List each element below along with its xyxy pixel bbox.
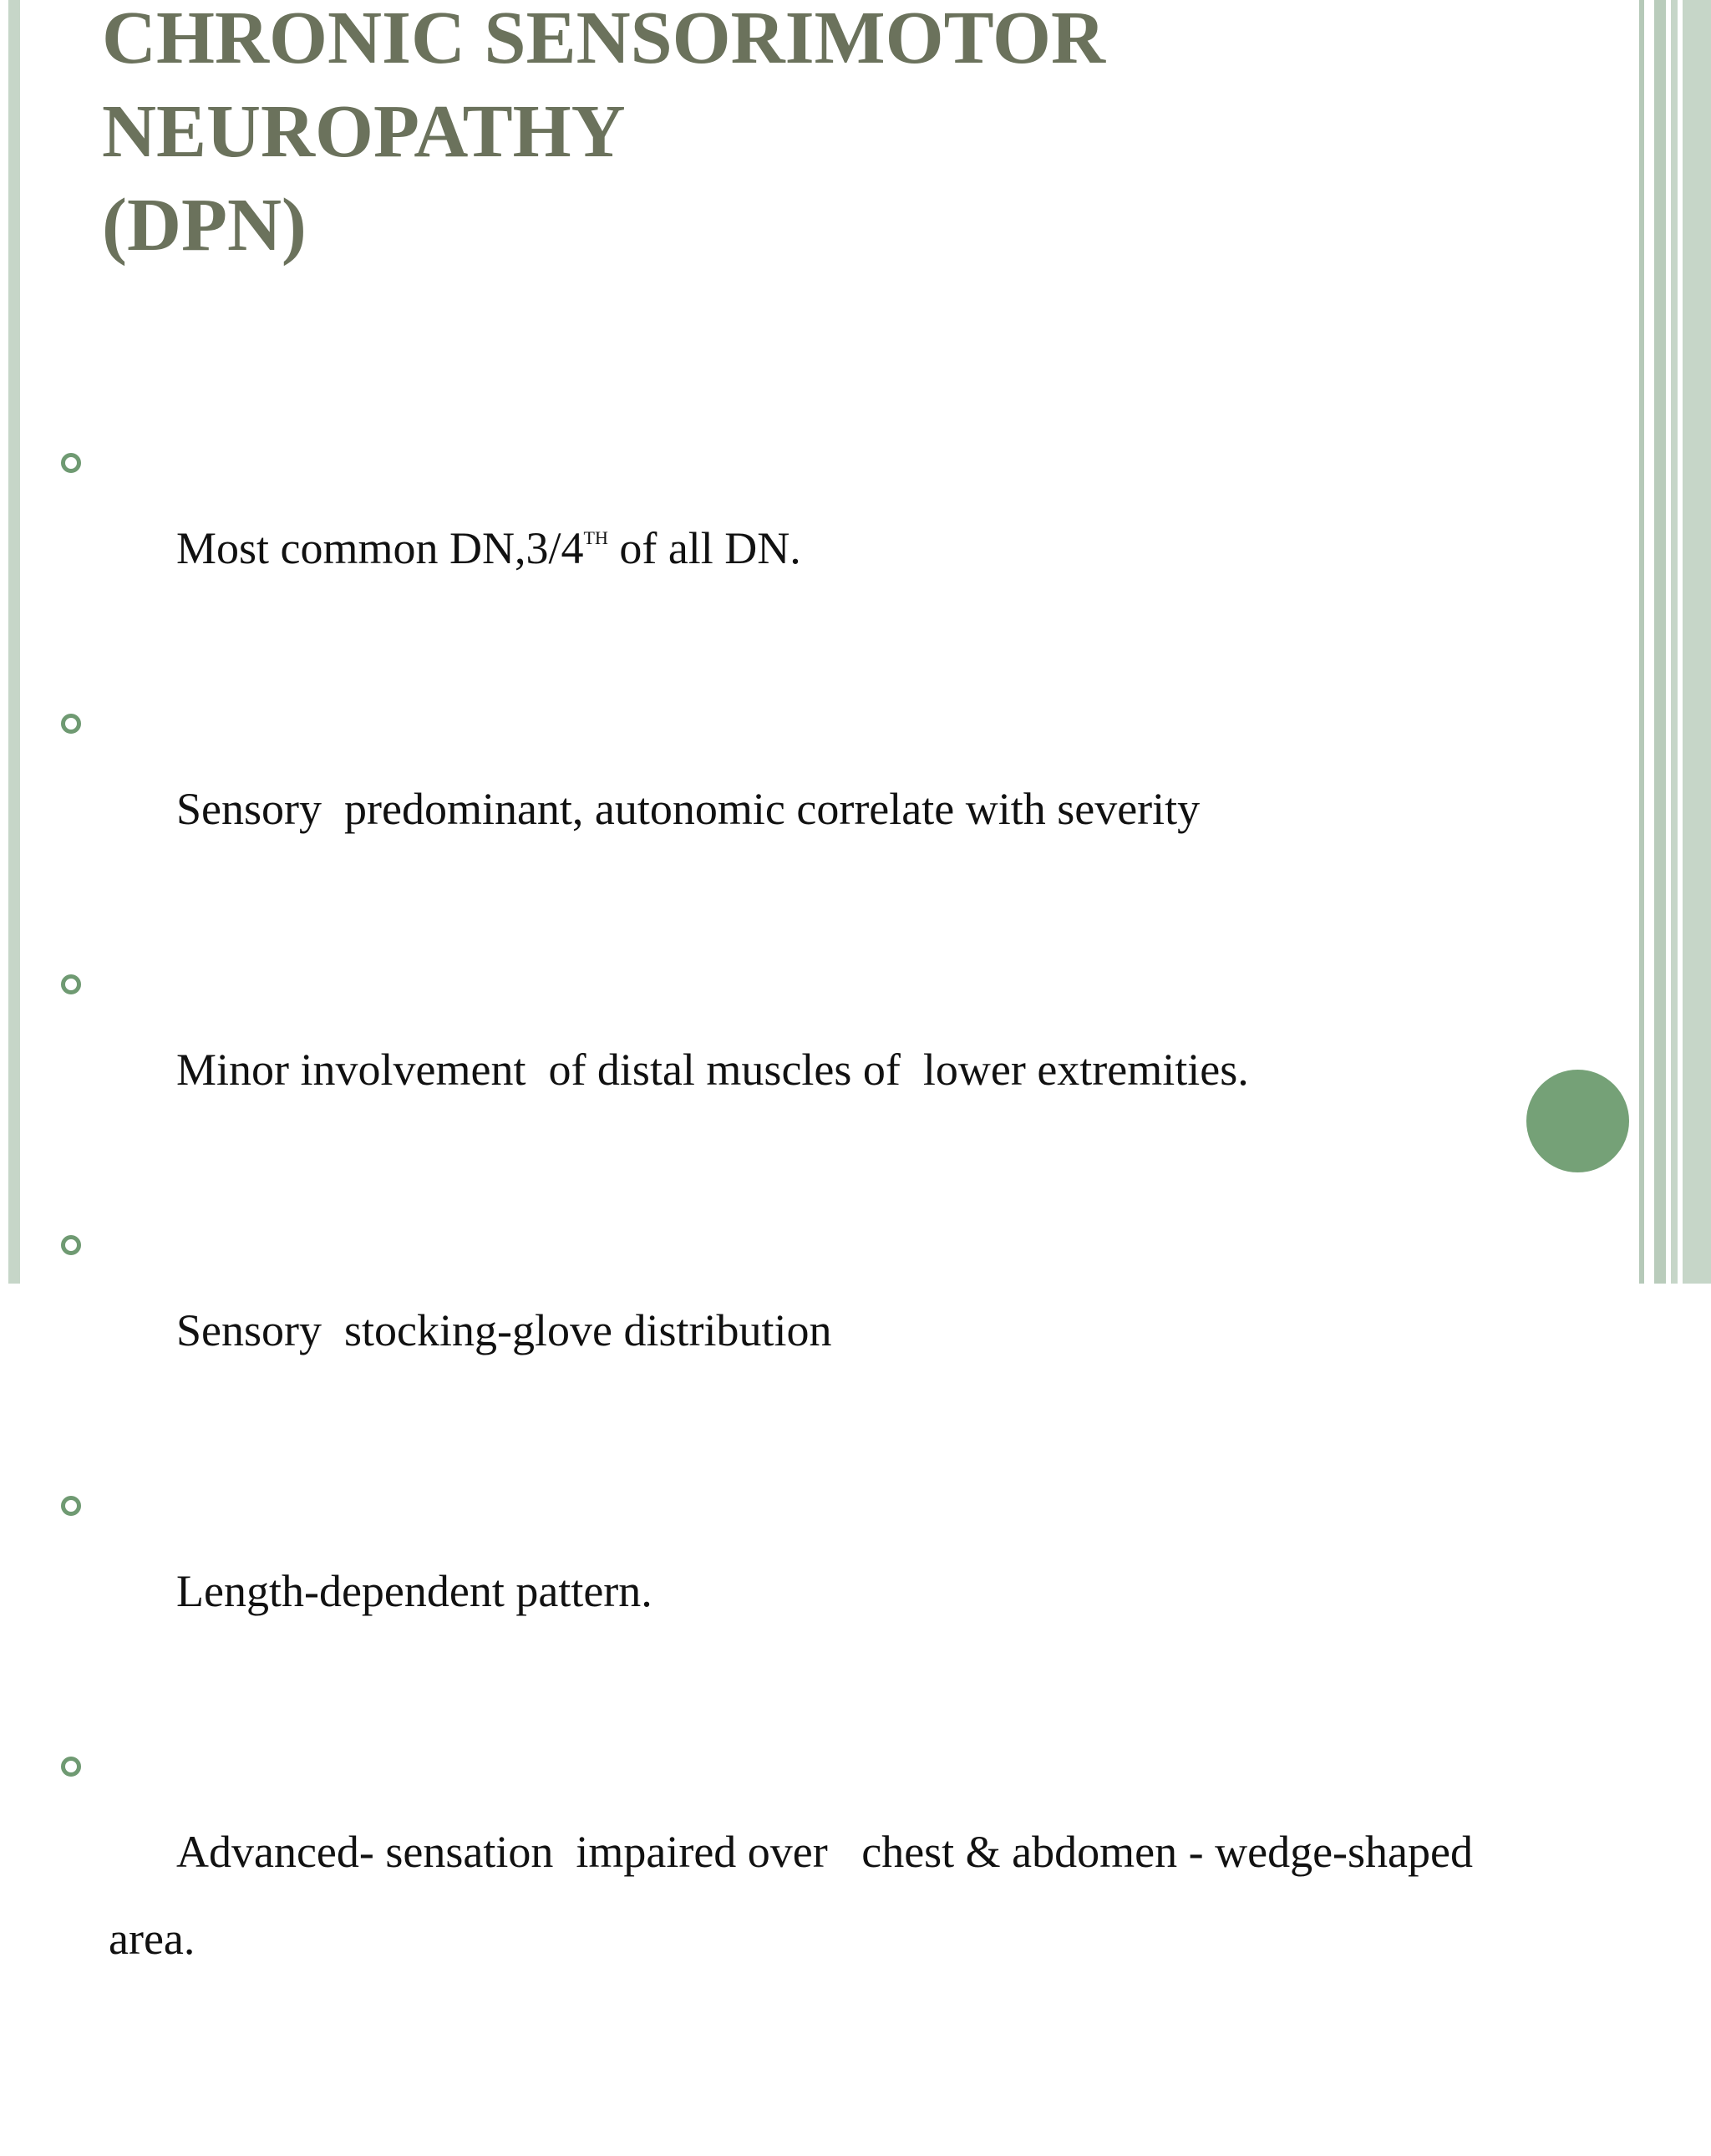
decorative-green-circle — [1526, 1070, 1629, 1172]
bullet-superscript: TH — [583, 527, 608, 548]
bullet-item — [55, 679, 1626, 939]
hollow-circle-bullet-icon — [61, 453, 81, 473]
bullet-text: Length-dependent pattern. — [176, 1566, 652, 1616]
hollow-circle-bullet-icon — [61, 974, 81, 994]
title-line-3: (DPN) — [102, 184, 307, 267]
bullet-text: Sensory predominant, autonomic correlate with severity — [176, 784, 1201, 834]
right-border-band — [1654, 0, 1666, 1284]
bullet-item — [55, 939, 1626, 1200]
bullet-item — [55, 1721, 1626, 2156]
bullet-text: Minor involvement of distal muscles of lower extremities. — [176, 1045, 1249, 1095]
right-border-gap — [1678, 0, 1683, 1284]
bullet-text: Sensory stocking-glove distribution — [176, 1305, 832, 1355]
title-line-1: CHRONIC SENSORIMOTOR — [102, 0, 1106, 79]
slide-title — [102, 0, 1606, 272]
hollow-circle-bullet-icon — [61, 1496, 81, 1516]
hollow-circle-bullet-icon — [61, 714, 81, 734]
title-line-2: NEUROPATHY — [102, 90, 626, 173]
bullet-text: Most common DN,3/4 — [176, 523, 584, 573]
bullet-text: Advanced- sensation impaired over chest & abdomen - wedge-shaped — [176, 1827, 1473, 1877]
hollow-circle-bullet-icon — [61, 1757, 81, 1777]
hollow-circle-bullet-icon — [61, 1235, 81, 1255]
bullet-text-after: of all DN. — [607, 523, 801, 573]
bullet-text-continuation: area. — [109, 1914, 195, 1964]
right-border-line — [1639, 0, 1644, 1284]
bullet-item — [55, 1200, 1626, 1461]
bullet-list — [55, 418, 1626, 2156]
bullet-item — [55, 418, 1626, 679]
left-border-stripe — [8, 0, 20, 1284]
bullet-item — [55, 1461, 1626, 1721]
